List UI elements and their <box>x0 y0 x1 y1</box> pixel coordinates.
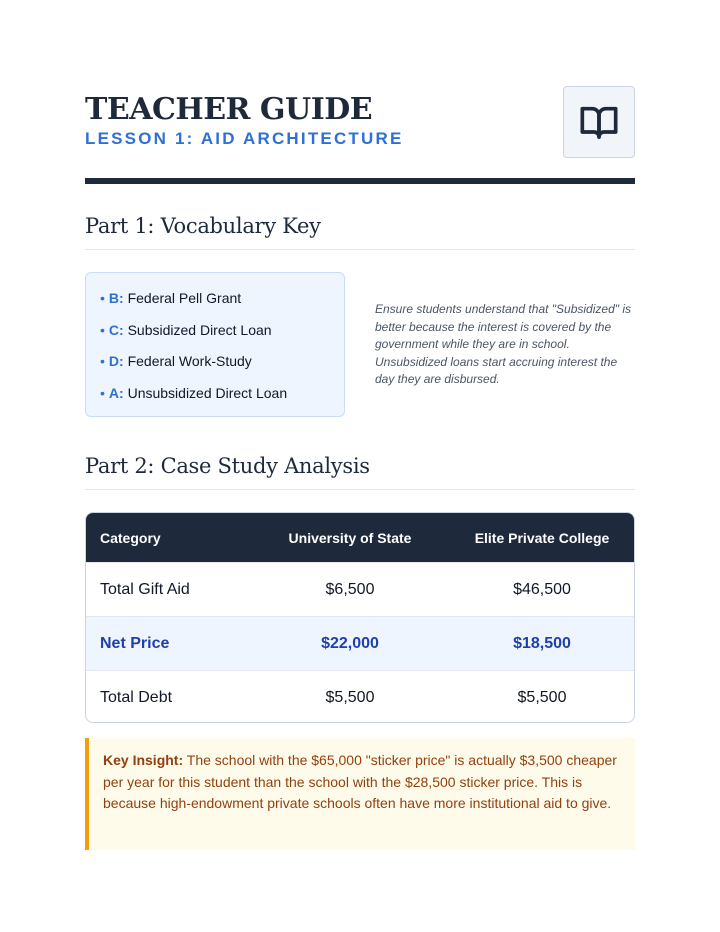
table-header-row <box>86 513 634 563</box>
row-label: Net Price <box>86 617 250 671</box>
vocab-letter: D: <box>108 353 124 369</box>
vocab-letter: B: <box>108 290 124 306</box>
bullet: • <box>100 353 105 369</box>
insight-text: The school with the $65,000 "sticker price" is actually $3,500 cheaper per year for this student than the school with the $28,500 sticker price. This is because high-endowment private schools often have more institutional aid to give. <box>103 752 617 811</box>
vocab-term: Unsubsidized Direct Loan <box>127 385 288 401</box>
bullet: • <box>100 290 105 306</box>
vocab-term: Subsidized Direct Loan <box>127 322 272 338</box>
section-title-vocabulary: Part 1: Vocabulary Key <box>85 214 321 238</box>
lesson-subtitle: LESSON 1: AID ARCHITECTURE <box>85 129 404 148</box>
column-header-category: Category <box>86 513 250 563</box>
vocab-letter: A: <box>108 385 124 401</box>
vocab-item <box>100 384 287 402</box>
header-divider <box>85 178 635 184</box>
column-header-university-of-state: University of State <box>250 513 450 563</box>
vocab-item <box>100 321 272 339</box>
page-header <box>85 86 635 186</box>
bullet: • <box>100 322 105 338</box>
table-cell: $5,500 <box>450 671 634 724</box>
teacher-note: Ensure students understand that "Subsidized" is better because the interest is covered by the government while they are in school. Unsubsidized loans start accruing interest the day they are disbursed. <box>375 302 632 387</box>
table-row <box>86 563 634 617</box>
table-row-highlighted <box>86 617 634 671</box>
section-divider <box>85 249 635 250</box>
row-label: Total Gift Aid <box>86 563 250 617</box>
insight-label: Key Insight: <box>103 752 184 768</box>
vocab-letter: C: <box>108 322 124 338</box>
bullet: • <box>100 385 105 401</box>
table-row <box>86 671 634 724</box>
vocab-term: Federal Pell Grant <box>127 290 242 306</box>
table-cell: $6,500 <box>250 563 450 617</box>
section-title-case-study: Part 2: Case Study Analysis <box>85 454 370 478</box>
case-study-table <box>85 512 635 723</box>
table-cell: $22,000 <box>250 617 450 671</box>
vocab-item <box>100 289 241 307</box>
column-header-elite-private-college: Elite Private College <box>450 513 634 563</box>
table-cell: $18,500 <box>450 617 634 671</box>
section-divider <box>85 489 635 490</box>
book-icon-box <box>563 86 635 158</box>
table-cell: $46,500 <box>450 563 634 617</box>
page-title: TEACHER GUIDE <box>85 92 373 127</box>
vocab-term: Federal Work-Study <box>127 353 252 369</box>
row-label: Total Debt <box>86 671 250 724</box>
key-insight-callout <box>85 738 635 850</box>
book-open-icon <box>579 102 619 142</box>
vocabulary-key-box <box>85 272 345 417</box>
vocab-item <box>100 352 252 370</box>
table-cell: $5,500 <box>250 671 450 724</box>
